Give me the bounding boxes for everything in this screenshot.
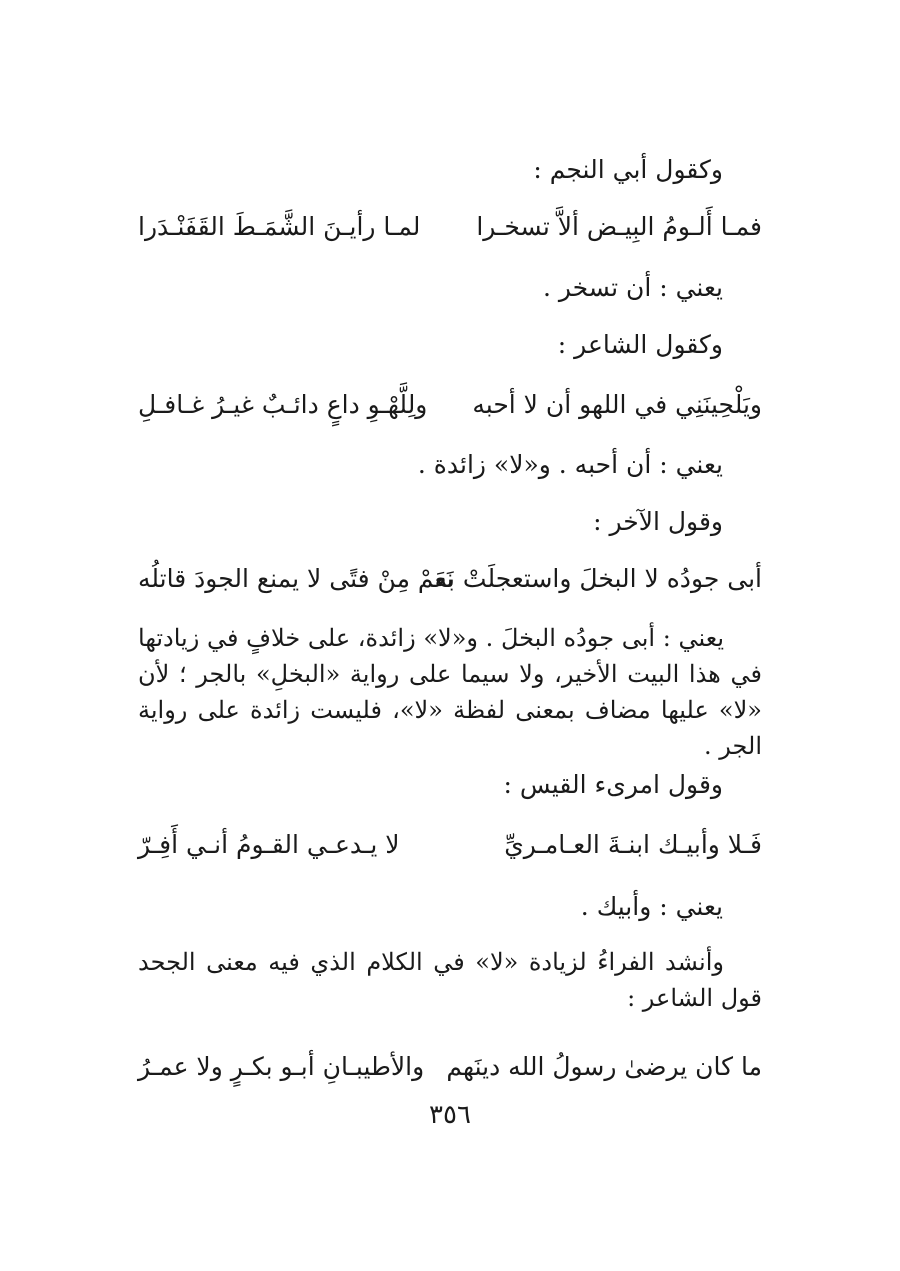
intro-shaer: وكقول الشاعر : <box>557 330 723 359</box>
verse5-first-hemistich: ما كان يرضىٰ رسولُ الله دينَهم <box>446 1052 762 1081</box>
verse4-second-hemistich: لا يـدعـي القـومُ أنـي أَفِـرّ <box>138 830 400 859</box>
verse2-first-hemistich: ويَلْحِينَنِي في اللهو أن لا أحبه <box>472 390 762 419</box>
verse3-first-hemistich: أبى جودُه لا البخلَ واستعجلَتْ به <box>434 564 762 593</box>
intro-abi-najm: وكقول أبي النجم : <box>533 155 723 184</box>
page-number: ٣٥٦ <box>429 1100 471 1130</box>
gloss1: يعني : أن تسخر . <box>542 273 723 302</box>
verse4-first-hemistich: فَـلا وأبيـك ابنـةَ العـامـريِّ <box>504 830 762 859</box>
gloss4: يعني : وأبيك . <box>580 892 723 921</box>
verse1-first-hemistich: فمـا أَلـومُ البِيـض ألاَّ تسخـرا <box>476 212 762 241</box>
gloss3-paragraph: يعني : أبى جودُه البخلَ . و«لا» زائدة، على خلافٍ في زيادتها في هذا البيت الأخير، ولا سيما على رواية «البخلِ» بالجر ؛ لأن «لا» عليها مضاف بمعنى لفظة «لا»، فليست زائدة على رواية الجر . <box>138 624 762 760</box>
verse3-second-hemistich: نَعَمْ مِنْ فتًى لا يمنع الجودَ قاتلُه <box>138 564 454 593</box>
gloss2: يعني : أن أحبه . و«لا» زائدة . <box>417 450 723 479</box>
verse2-second-hemistich: ولِلَّهْـوِ داعٍ دائـبٌ غيـرُ غـافـلِ <box>138 390 428 419</box>
intro-imru-al-qays: وقول امرىء القيس : <box>503 770 723 799</box>
verse1-second-hemistich: لمـا رأيـنَ الشَّمَـطَ القَفَنْـدَرا <box>138 212 421 241</box>
farra-paragraph: وأنشد الفراءُ لزيادة «لا» في الكلام الذي فيه معنى الجحد قول الشاعر : <box>138 948 762 1012</box>
intro-akhar: وقول الآخر : <box>593 507 723 536</box>
verse5-second-hemistich: والأطيبـانِ أبـو بكـرٍ ولا عمـرُ <box>138 1052 425 1081</box>
